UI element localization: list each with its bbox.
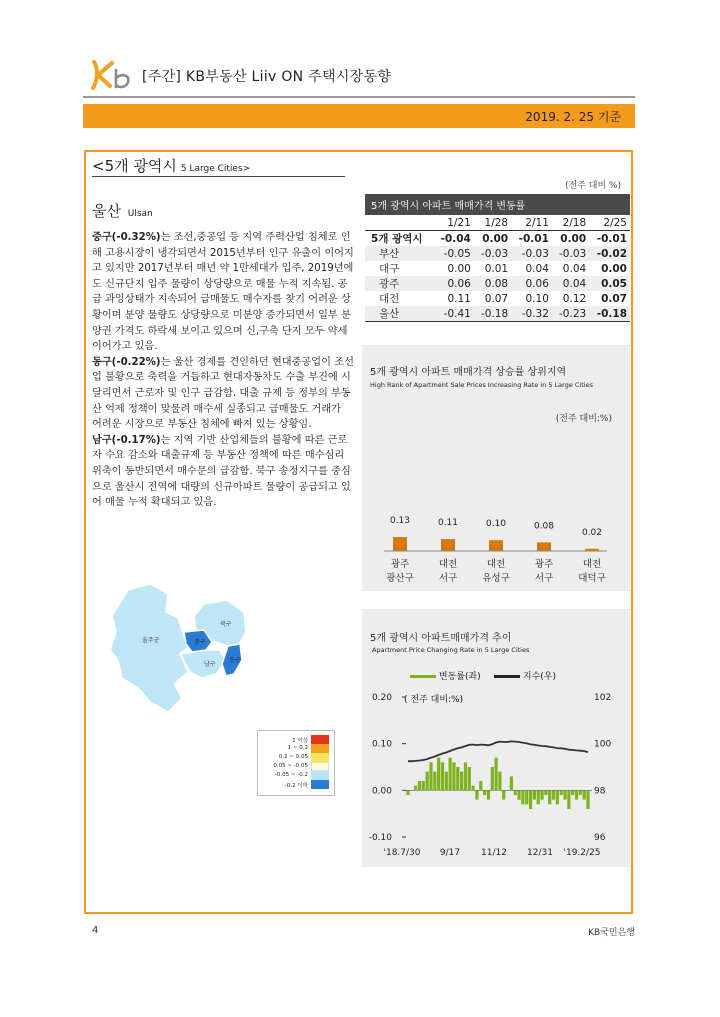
map-label-ulju: 울주군 [142,637,160,644]
change-bar [498,772,501,791]
change-bar [552,790,555,799]
change-bar [406,790,409,795]
change-bar [429,762,432,790]
legend-swatch [311,771,329,780]
table-cell: 0.06 [511,276,552,291]
section-title-en: 5 Large Cities> [180,164,251,174]
table-cell: 0.11 [447,292,471,305]
table-row [365,306,630,322]
change-bar [475,790,478,799]
legend-row [258,771,334,780]
legend-label: 0.2 ~ 0.05 [278,754,308,760]
change-bar [479,781,482,790]
paragraph-nam [92,433,354,511]
legend-swatch [311,762,329,771]
header-divider [83,96,635,98]
change-bar [472,786,475,791]
row-label: 5개 광역시 [371,233,423,245]
right-axis-tick: 96 [594,833,606,843]
change-bar [491,767,494,790]
x-axis-tick: '18.7/30 [383,848,421,858]
table-row [365,291,630,306]
paragraph-text: 는 조선,중공업 등 지역 주력산업 침체로 인해 고용시장이 냉각되면서 2015년부터 인구 유출이 이어지고 있지만 2017년부터 매년 약 1만세대가 입주, 2019년에도 신규단지 입주 물량이 상당량으로 매물 누적 지속됨. 공급 과잉상태가 지속되어 급매물도 매수자를 찾기 어려운 상황이며 분양 물량도 상당량으로 미분양 증가되면서 일부 분양권 가격도 하락세 보이고 있으며 신,구축 단지 모두 약세 이어가고 있음. [92,232,354,353]
trend-chart-subtitle: Apartment Price Changing Rate in 5 Large Cities [372,646,530,654]
city-name-en: Ulsan [127,209,153,219]
x-axis-tick: 11/12 [481,848,507,858]
bar-category-label: 서구 [534,573,554,584]
section-underline [92,176,345,177]
change-bar [517,790,520,799]
legend-row [258,753,334,762]
report-date: 2019. 2. 25 기준 [525,110,621,124]
commentary [92,230,354,511]
page-number: 4 [92,925,99,936]
change-bar [460,772,463,791]
table-cell: -0.18 [474,306,511,322]
table-cell: 0.00 [560,232,587,245]
bar-category-label: 광주 [390,559,410,570]
change-bar [525,790,528,804]
legend-row [258,744,334,753]
legend-swatch [311,780,329,789]
right-axis-tick: 100 [594,739,612,750]
table-header-row [365,215,630,231]
trend-left-unit: ( 전주 대비:%) [404,695,464,705]
change-bar [445,772,448,791]
row-label: 대전 [379,293,400,305]
left-axis-tick: 0.00 [371,786,392,797]
change-bar [433,772,436,791]
section-title [92,155,250,176]
table-row [365,261,630,276]
change-bar [567,790,570,809]
table-row [365,246,630,261]
table-cell: -0.41 [433,306,474,322]
paragraph-lead: 남구(-0.17%) [92,434,161,446]
table-cell: -0.03 [552,246,589,261]
change-bar [502,790,505,799]
bar-category-label: 대전 [486,559,506,570]
table-cell: -0.02 [589,246,630,261]
table-cell: 0.01 [484,262,509,275]
change-bar [540,790,543,799]
table-cell: -0.03 [511,246,552,261]
table-row [365,276,630,291]
table-cell: -0.05 [433,246,474,261]
column-header: 2/11 [511,215,552,231]
legend-swatch [311,744,329,753]
change-bar [563,790,566,799]
change-bar [560,790,563,795]
table-cell: 0.12 [562,292,587,305]
change-bar [537,790,540,804]
table-cell: 0.05 [589,276,630,291]
city-title [92,200,153,221]
date-bar [83,104,635,128]
change-bar [586,790,589,809]
change-bar [441,762,444,790]
paragraph-lead: 중구(-0.32%) [92,232,161,243]
table-cell: 0.10 [525,292,549,305]
row-label: 광주 [365,276,433,291]
left-axis-tick: 0.10 [371,739,392,750]
footer-bank-name: KB국민은행 [588,928,635,938]
change-bar [452,762,455,790]
change-bar [422,781,425,790]
price-change-table [365,194,630,322]
bar-category-label: 대전 [582,559,602,570]
map-label-buk: 북구 [220,621,232,628]
ulsan-district-map [108,580,258,724]
change-bar [418,781,421,790]
change-bar [514,790,517,795]
paragraph-text: 는 지역 기반 산업체들의 불황에 따른 근로자 수요 감소와 대출규제 등 부동산 정책에 따른 매수심리 위축이 동반되면서 매수문의 급감함. 북구 송정지구를 중심으로 울산시 전역에 대량의 신규아파트 물량이 공급되고 있어 매물 누적 확대되고 있음. [92,434,351,509]
bar [441,539,455,551]
bar-category-label: 광주 [534,559,554,570]
change-bar [456,767,459,790]
change-bar [533,790,536,799]
bar-value-label: 0.02 [581,527,603,538]
bar-category-label: 유성구 [482,573,510,584]
paragraph-jung [92,230,354,355]
section-title-ko: <5개 광역시 [92,157,177,175]
trend-chart-title: 5개 광역시 아파트매매가격 추이 [370,633,512,644]
top-rise-chart-panel [362,345,630,591]
bar-category-label: 광산구 [386,573,414,584]
x-axis-tick: 12/31 [527,848,553,858]
left-axis-tick: 0.20 [371,693,392,703]
bar-category-label: 대전 [438,559,458,570]
table-cell: 0.00 [447,262,471,275]
change-bar [464,762,467,790]
legend-label: 1 ~ 0.2 [287,745,308,751]
index-line [408,741,588,761]
bar-chart-unit: (전주 대비:%) [555,414,612,424]
paragraph-dong [92,355,354,433]
bar-chart-title: 5개 광역시 아파트 매매가격 상승률 상위지역 [370,367,567,378]
bar-value-label: 0.10 [485,519,507,530]
legend-row [258,780,334,789]
legend-row [258,735,334,744]
bar-value-label: 0.13 [389,516,411,526]
change-bar [449,758,452,791]
bar-value-label: 0.08 [533,521,555,532]
table-cell: -0.18 [589,306,630,322]
change-bar [544,790,547,795]
kb-logo [88,58,138,96]
legend-label: 1 이상 [292,738,308,744]
table-cell: 0.04 [525,262,549,275]
table-corner [365,215,433,231]
row-label: 대구 [379,263,400,275]
legend-swatch [311,753,329,762]
change-bar [483,790,486,795]
table-cell: -0.03 [474,246,511,261]
table-title: 5개 광역시 아파트 매매가격 변동률 [365,194,630,215]
change-bar [548,790,551,804]
column-header: 2/18 [552,215,589,231]
city-name: 울산 [92,202,121,220]
bar-value-label: 0.11 [437,518,459,529]
bar-category-label: 대덕구 [578,573,606,584]
legend-label: -0.2 이하 [284,783,308,789]
table-cell: 0.04 [562,262,587,275]
change-bar [571,790,574,795]
right-axis-tick: 102 [594,693,612,703]
change-bar [521,790,524,804]
table-cell: 0.00 [601,262,627,275]
column-header: 2/25 [589,215,630,231]
map-label-jung: 중구 [194,639,206,646]
trend-chart [362,609,630,867]
bar [393,537,407,551]
map-label-nam: 남구 [204,661,216,668]
change-bar [583,790,586,799]
legend-bar-label: 변동률(좌) [438,672,481,682]
table-cell: 0.08 [474,276,511,291]
legend-row [258,762,334,771]
table-unit: (전주 대비 %) [565,181,622,191]
change-bar [494,758,497,791]
table-cell: 0.04 [552,276,589,291]
change-bar [529,790,532,809]
change-bar [426,772,429,791]
paragraph-lead: 동구(-0.22%) [92,356,161,368]
bar-chart [362,345,630,591]
table-cell: -0.01 [596,232,627,245]
table-cell: -0.32 [511,306,552,322]
table-row [365,231,630,247]
change-bar [414,786,417,791]
bar [585,549,599,551]
map-legend [257,730,335,796]
report-title: [주간] KB부동산 Liiv ON 주택시장동향 [142,69,392,85]
change-bar [556,790,559,804]
x-axis-tick: 9/17 [439,848,461,858]
legend-swatch [311,735,329,744]
table-cell: 0.06 [433,276,474,291]
row-label: 부산 [365,246,433,261]
column-header: 1/21 [433,215,474,231]
table-cell: 0.07 [601,292,627,305]
legend-label: 0.05 ~ -0.05 [273,763,308,769]
table-cell: -0.23 [552,306,589,322]
change-bar [575,790,578,799]
legend-line-label: 지수(우) [522,672,556,682]
table-cell: -0.01 [518,232,549,245]
paragraph-text: 는 울산 경제를 견인하던 현대중공업이 조선업 불황으로 축력을 거듭하고 현대자동차도 수출 부진에 시달리면서 근로자 및 인구 급감함. 대출 규제 등 정부의 부동산 억제 정책이 맞물려 매수세 실종되고 급매물도 거래가 어려운 시장으로 부동산 침체에 빠져 있는 상황임. [92,356,354,431]
table-cell: 0.00 [482,232,509,245]
change-bar [437,758,440,791]
table-cell: -0.04 [440,232,471,245]
bar-category-label: 서구 [438,573,458,584]
legend-label: -0.05 ~ -0.2 [274,772,308,778]
bar-chart-subtitle: High Rank of Apartment Sale Prices Increasing Rate in 5 Large Cities [370,381,594,389]
map-region-ulju [110,584,192,712]
bar [489,540,503,551]
x-axis-tick: '19.2/25 [563,848,601,858]
left-axis-tick: -0.10 [368,833,392,843]
table-cell: 0.07 [484,292,509,305]
map-label-dong: 동구 [229,657,241,664]
change-bar [579,790,582,795]
trend-chart-panel [362,609,630,867]
change-bar [510,776,513,790]
bar [537,542,551,551]
change-bar [468,767,471,790]
column-header: 1/28 [474,215,511,231]
right-axis-tick: 98 [594,786,606,797]
row-label: 울산 [365,306,433,322]
change-bar [487,790,490,799]
